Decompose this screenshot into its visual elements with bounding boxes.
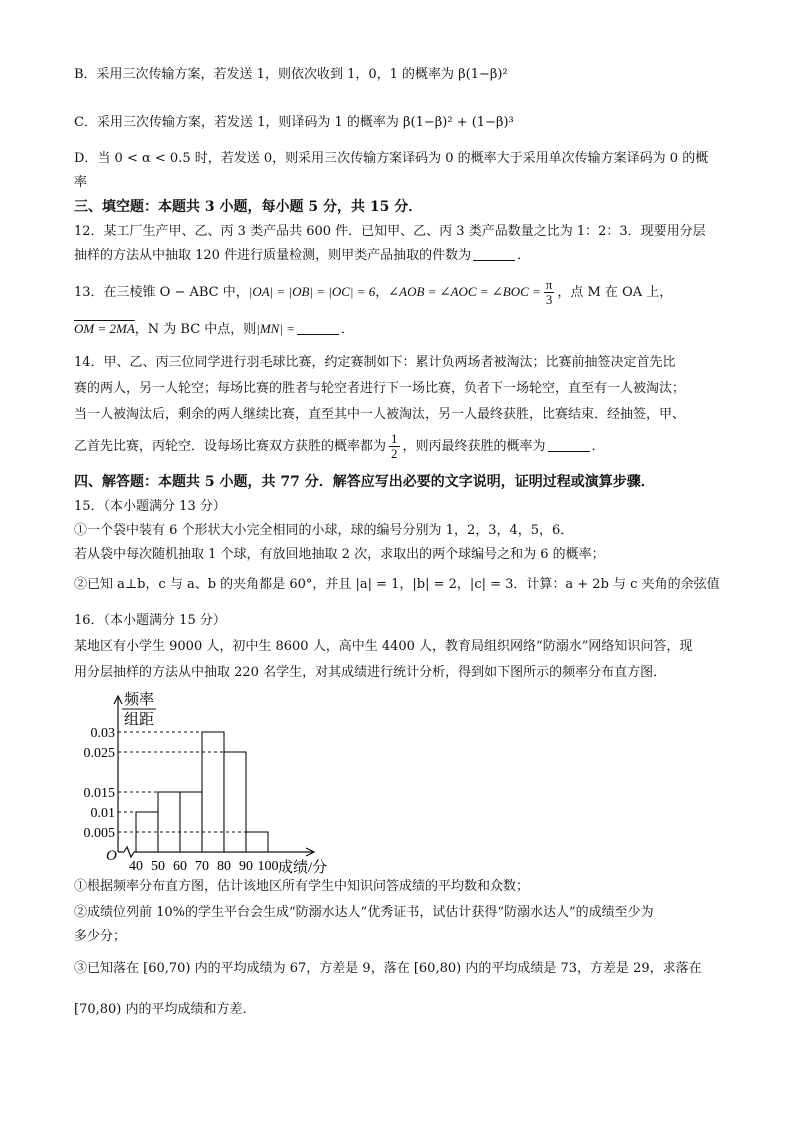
q16-q2a: ②成绩位列前 10%的学生平台会生成“防溺水达人”优秀证书，试估计获得“防溺水达人”的成绩至少为 — [74, 905, 654, 920]
q13-pi-num: π — [545, 277, 553, 292]
q14-half-fraction — [389, 432, 400, 461]
q11-option-d-line1: D．当 0 < α < 0.5 时，若发送 0，则采用三次传输方案译码为 0 的概率大于采用单次传输方案译码为 0 的概 — [74, 151, 709, 166]
x-tick-label: 70 — [195, 859, 209, 874]
q13-pi-fraction — [544, 278, 555, 307]
x-tick-label: 100 — [257, 859, 279, 874]
histogram-bar — [202, 732, 224, 852]
y-tick-label: 0.025 — [83, 746, 115, 761]
section4-heading: 四、解答题：本题共 5 小题，共 77 分．解答应写出必要的文字说明，证明过程或演算步骤． — [74, 474, 655, 490]
q16-q3b: [70,80) 内的平均成绩和方差． — [74, 1002, 256, 1017]
q13-part1: 13．在三棱锥 O − ABC 中， — [74, 285, 249, 300]
histogram-bar — [180, 792, 202, 852]
q13-line1: 13．在三棱锥 O − ABC 中，|OA| = |OB| = |OC| = 6，∠AOB = ∠AOC = ∠BOC = $\frac{\pi}{3}$ ，点 M 在 OA 上， — [74, 277, 673, 307]
q12-line2 — [74, 247, 734, 265]
y-tick-label: 0.005 — [83, 826, 115, 841]
q16-p2: 用分层抽样的方法从中抽取 220 名学生，对其成绩进行统计分析，得到如下图所示的频率分布直方图． — [74, 665, 667, 680]
histogram-bar — [246, 832, 268, 852]
x-tick-label: 80 — [217, 859, 231, 874]
q13-pi-den: 3 — [545, 292, 553, 307]
x-axis-break — [124, 847, 134, 857]
x-tick-label: 60 — [173, 859, 187, 874]
q13-answer-blank[interactable] — [297, 322, 339, 335]
q11-option-d-line2: 率 — [74, 175, 88, 190]
q15-title: 15．（本小题满分 13 分） — [74, 499, 226, 514]
frequency-histogram — [74, 686, 374, 876]
q16-title: 16．（本小题满分 15 分） — [74, 613, 226, 628]
q14-line4a: 乙首先比赛，丙轮空．设每场比赛双方获胜的概率都为 — [74, 439, 387, 454]
y-label-bottom: 组距 — [124, 712, 155, 728]
q14-line2: 赛的两人，另一人轮空；每场比赛的胜者与轮空者进行下一场比赛，负者下一场轮空，直至有一人被淘汰； — [74, 381, 686, 396]
x-tick-label: 40 — [129, 859, 143, 874]
q13-cond1: |OA| = |OB| = |OC| = 6 — [248, 284, 376, 299]
q15-p3: ②已知 a⊥b，c 与 a、b 的夹角都是 60°，并且 |a| = 1，|b| = 2，|c| = 3．计算：a + 2b 与 c 夹角的余弦值 — [74, 577, 720, 592]
q15-p1: ①一个袋中装有 6 个形状大小完全相同的小球，球的编号分别为 1，2，3，4，5，6． — [74, 523, 574, 538]
q12-line1: 12．某工厂生产甲、乙、丙 3 类产品共 600 件．已知甲、乙、丙 3 类产品数量之比为 1：2：3．现要用分层 — [74, 224, 706, 239]
y-label-top: 频率 — [124, 692, 155, 708]
section3-heading: 三、填空题：本题共 3 小题，每小题 5 分，共 15 分． — [74, 199, 423, 215]
q12-answer-blank[interactable] — [473, 248, 515, 261]
q13-part2: ，点 M 在 OA 上， — [557, 285, 673, 300]
x-label: 成绩/分 — [278, 860, 328, 876]
q16-q1: ①根据频率分布直方图，估计该地区所有学生中知识问答成绩的平均数和众数； — [74, 879, 530, 894]
q13-line2b: ，N 为 BC 中点，则 — [134, 322, 257, 337]
q13-end: ． — [340, 322, 354, 337]
q13-angles: ∠AOB = ∠AOC = ∠BOC = — [388, 284, 541, 299]
q14-answer-blank[interactable] — [548, 439, 590, 452]
q14-half-num: 1 — [391, 431, 398, 446]
q11-option-b: B．采用三次传输方案，若发送 1，则依次收到 1，0，1 的概率为 β(1−β)² — [74, 67, 508, 82]
q13-vector-relation: OM = 2MA — [74, 321, 135, 336]
x-tick-label: 90 — [239, 859, 253, 874]
q12-end: ． — [517, 248, 531, 263]
y-tick-label: 0.01 — [90, 806, 115, 821]
q14-line1: 14．甲、乙、丙三位同学进行羽毛球比赛，约定赛制如下：累计负两场者被淘汰；比赛前抽签决定首先比 — [74, 355, 676, 370]
q11-option-c: C．采用三次传输方案，若发送 1，则译码为 1 的概率为 β(1−β)² + (1−β)³ — [74, 115, 514, 130]
q14-line3: 当一人被淘汰后，剩余的两人继续比赛，直至其中一人被淘汰，另一人最终获胜，比赛结束．经抽签，甲、 — [74, 407, 686, 422]
q16-q3a: ③已知落在 [60,70) 内的平均成绩为 67，方差是 9，落在 [60,80) 内的平均成绩是 73，方差是 29，求落在 — [74, 961, 702, 976]
q13-line2 — [74, 320, 734, 339]
q13-mn-length: |MN| = — [256, 321, 295, 336]
q14-half-den: 2 — [391, 446, 398, 461]
y-tick-label: 0.03 — [90, 726, 115, 741]
q15-p2: 若从袋中每次随机抽取 1 个球，有放回地抽取 2 次，求取出的两个球编号之和为 6 的概率； — [74, 547, 605, 562]
histogram-bar — [158, 792, 180, 852]
q14-line4b: ，则丙最终获胜的概率为 — [402, 439, 546, 454]
q14-end: ． — [591, 439, 605, 454]
histogram-bar — [224, 752, 246, 852]
q16-p1: 某地区有小学生 9000 人，初中生 8600 人，高中生 4400 人，教育局组织网络“防溺水”网络知识问答，现 — [74, 639, 693, 654]
q16-q2b: 多少分； — [74, 929, 127, 944]
q14-line4 — [74, 432, 734, 461]
q12-text: 抽样的方法从中抽取 120 件进行质量检测，则甲类产品抽取的件数为 — [74, 248, 472, 263]
x-tick-label: 50 — [151, 859, 165, 874]
y-tick-label: 0.015 — [83, 786, 115, 801]
origin-label: O — [106, 848, 117, 864]
